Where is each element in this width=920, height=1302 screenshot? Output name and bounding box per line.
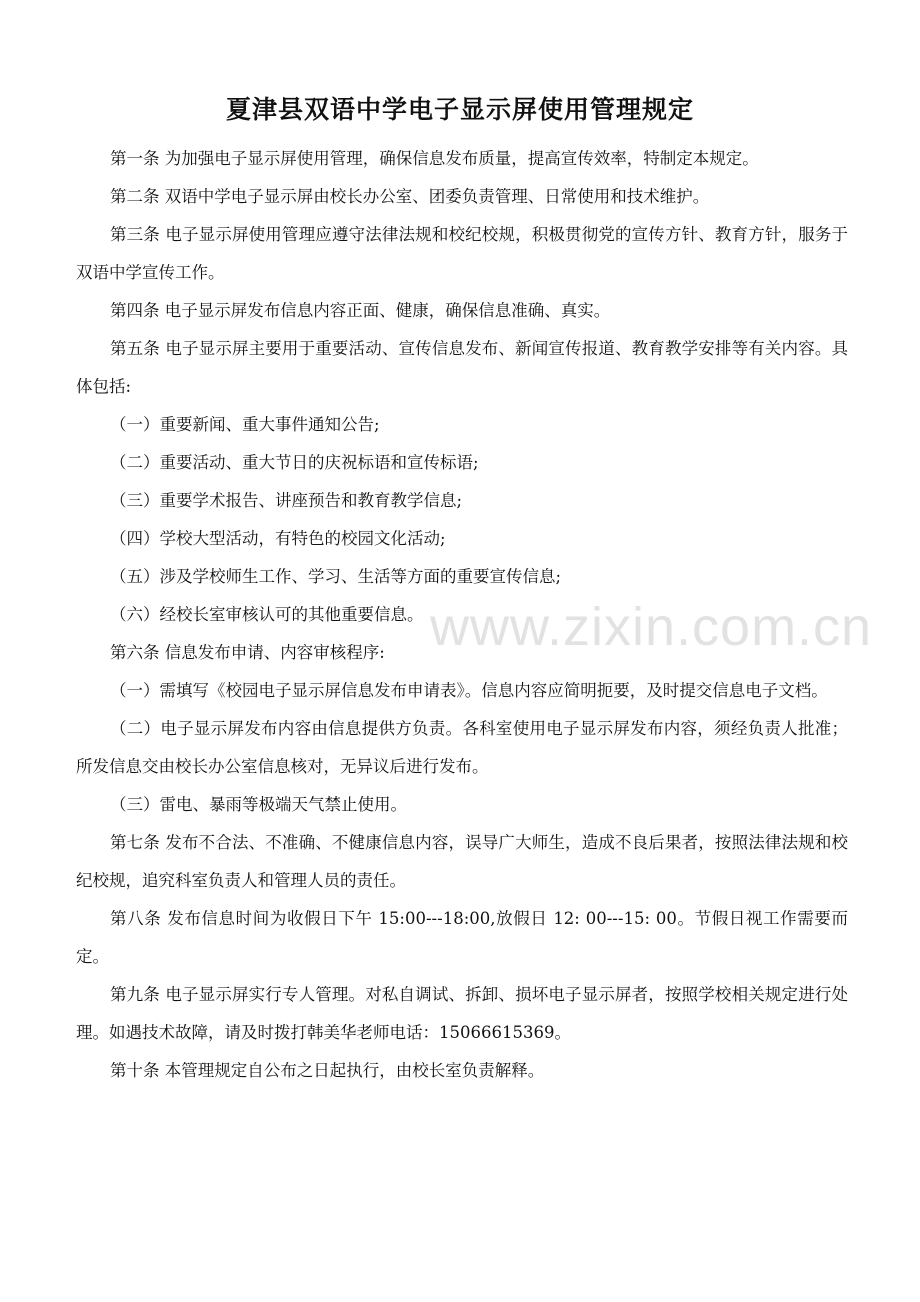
article-6-item-2: （二）电子显示屏发布内容由信息提供方负责。各科室使用电子显示屏发布内容，须经负责人批准；所发信息交由校长办公室信息核对，无异议后进行发布。	[76, 719, 848, 776]
article-3: 第三条 电子显示屏使用管理应遵守法律法规和校纪校规，积极贯彻党的宣传方针、教育方针，服务于双语中学宣传工作。	[76, 225, 848, 282]
article-5-item-2: （二）重要活动、重大节日的庆祝标语和宣传标语;	[110, 453, 479, 472]
article-9: 第九条 电子显示屏实行专人管理。对私自调试、拆卸、损坏电子显示屏者，按照学校相关规定进行处理。如遇技术故障，请及时拨打韩美华老师电话：15066615369。	[76, 985, 848, 1042]
document-body	[76, 140, 848, 1090]
article-5-item-5: （五）涉及学校师生工作、学习、生活等方面的重要宣传信息;	[110, 567, 562, 586]
article-6-item-1: （一）需填写《校园电子显示屏信息发布申请表》。信息内容应简明扼要，及时提交信息电子文档。	[110, 681, 828, 700]
article-2: 第二条 双语中学电子显示屏由校长办公室、团委负责管理、日常使用和技术维护。	[110, 187, 710, 206]
document-title: 夏津县双语中学电子显示屏使用管理规定	[225, 95, 694, 124]
watermark-text: www.zixin.com.cn	[430, 597, 873, 657]
article-4: 第四条 电子显示屏发布信息内容正面、健康，确保信息准确、真实。	[110, 301, 611, 320]
article-7: 第七条 发布不合法、不准确、不健康信息内容，误导广大师生，造成不良后果者，按照法律法规和校纪校规，追究科室负责人和管理人员的责任。	[76, 833, 848, 890]
article-5: 第五条 电子显示屏主要用于重要活动、宣传信息发布、新闻宣传报道、教育教学安排等有关内容。具体包括:	[76, 339, 848, 396]
article-5-item-3: （三）重要学术报告、讲座预告和教育教学信息;	[110, 491, 463, 510]
article-5-item-1: （一）重要新闻、重大事件通知公告;	[110, 415, 380, 434]
article-6-item-3: （三）雷电、暴雨等极端天气禁止使用。	[110, 795, 407, 814]
article-8: 第八条 发布信息时间为收假日下午 15:00---18:00,放假日 12: 00---15: 00。节假日视工作需要而定。	[76, 909, 848, 966]
article-6: 第六条 信息发布申请、内容审核程序:	[110, 643, 385, 662]
article-5-item-4: （四）学校大型活动，有特色的校园文化活动;	[110, 529, 446, 548]
article-5-item-6: （六）经校长室审核认可的其他重要信息。	[110, 605, 424, 624]
article-10: 第十条 本管理规定自公布之日起执行，由校长室负责解释。	[110, 1061, 545, 1080]
article-1: 第一条 为加强电子显示屏使用管理，确保信息发布质量，提高宣传效率，特制定本规定。	[110, 149, 759, 168]
